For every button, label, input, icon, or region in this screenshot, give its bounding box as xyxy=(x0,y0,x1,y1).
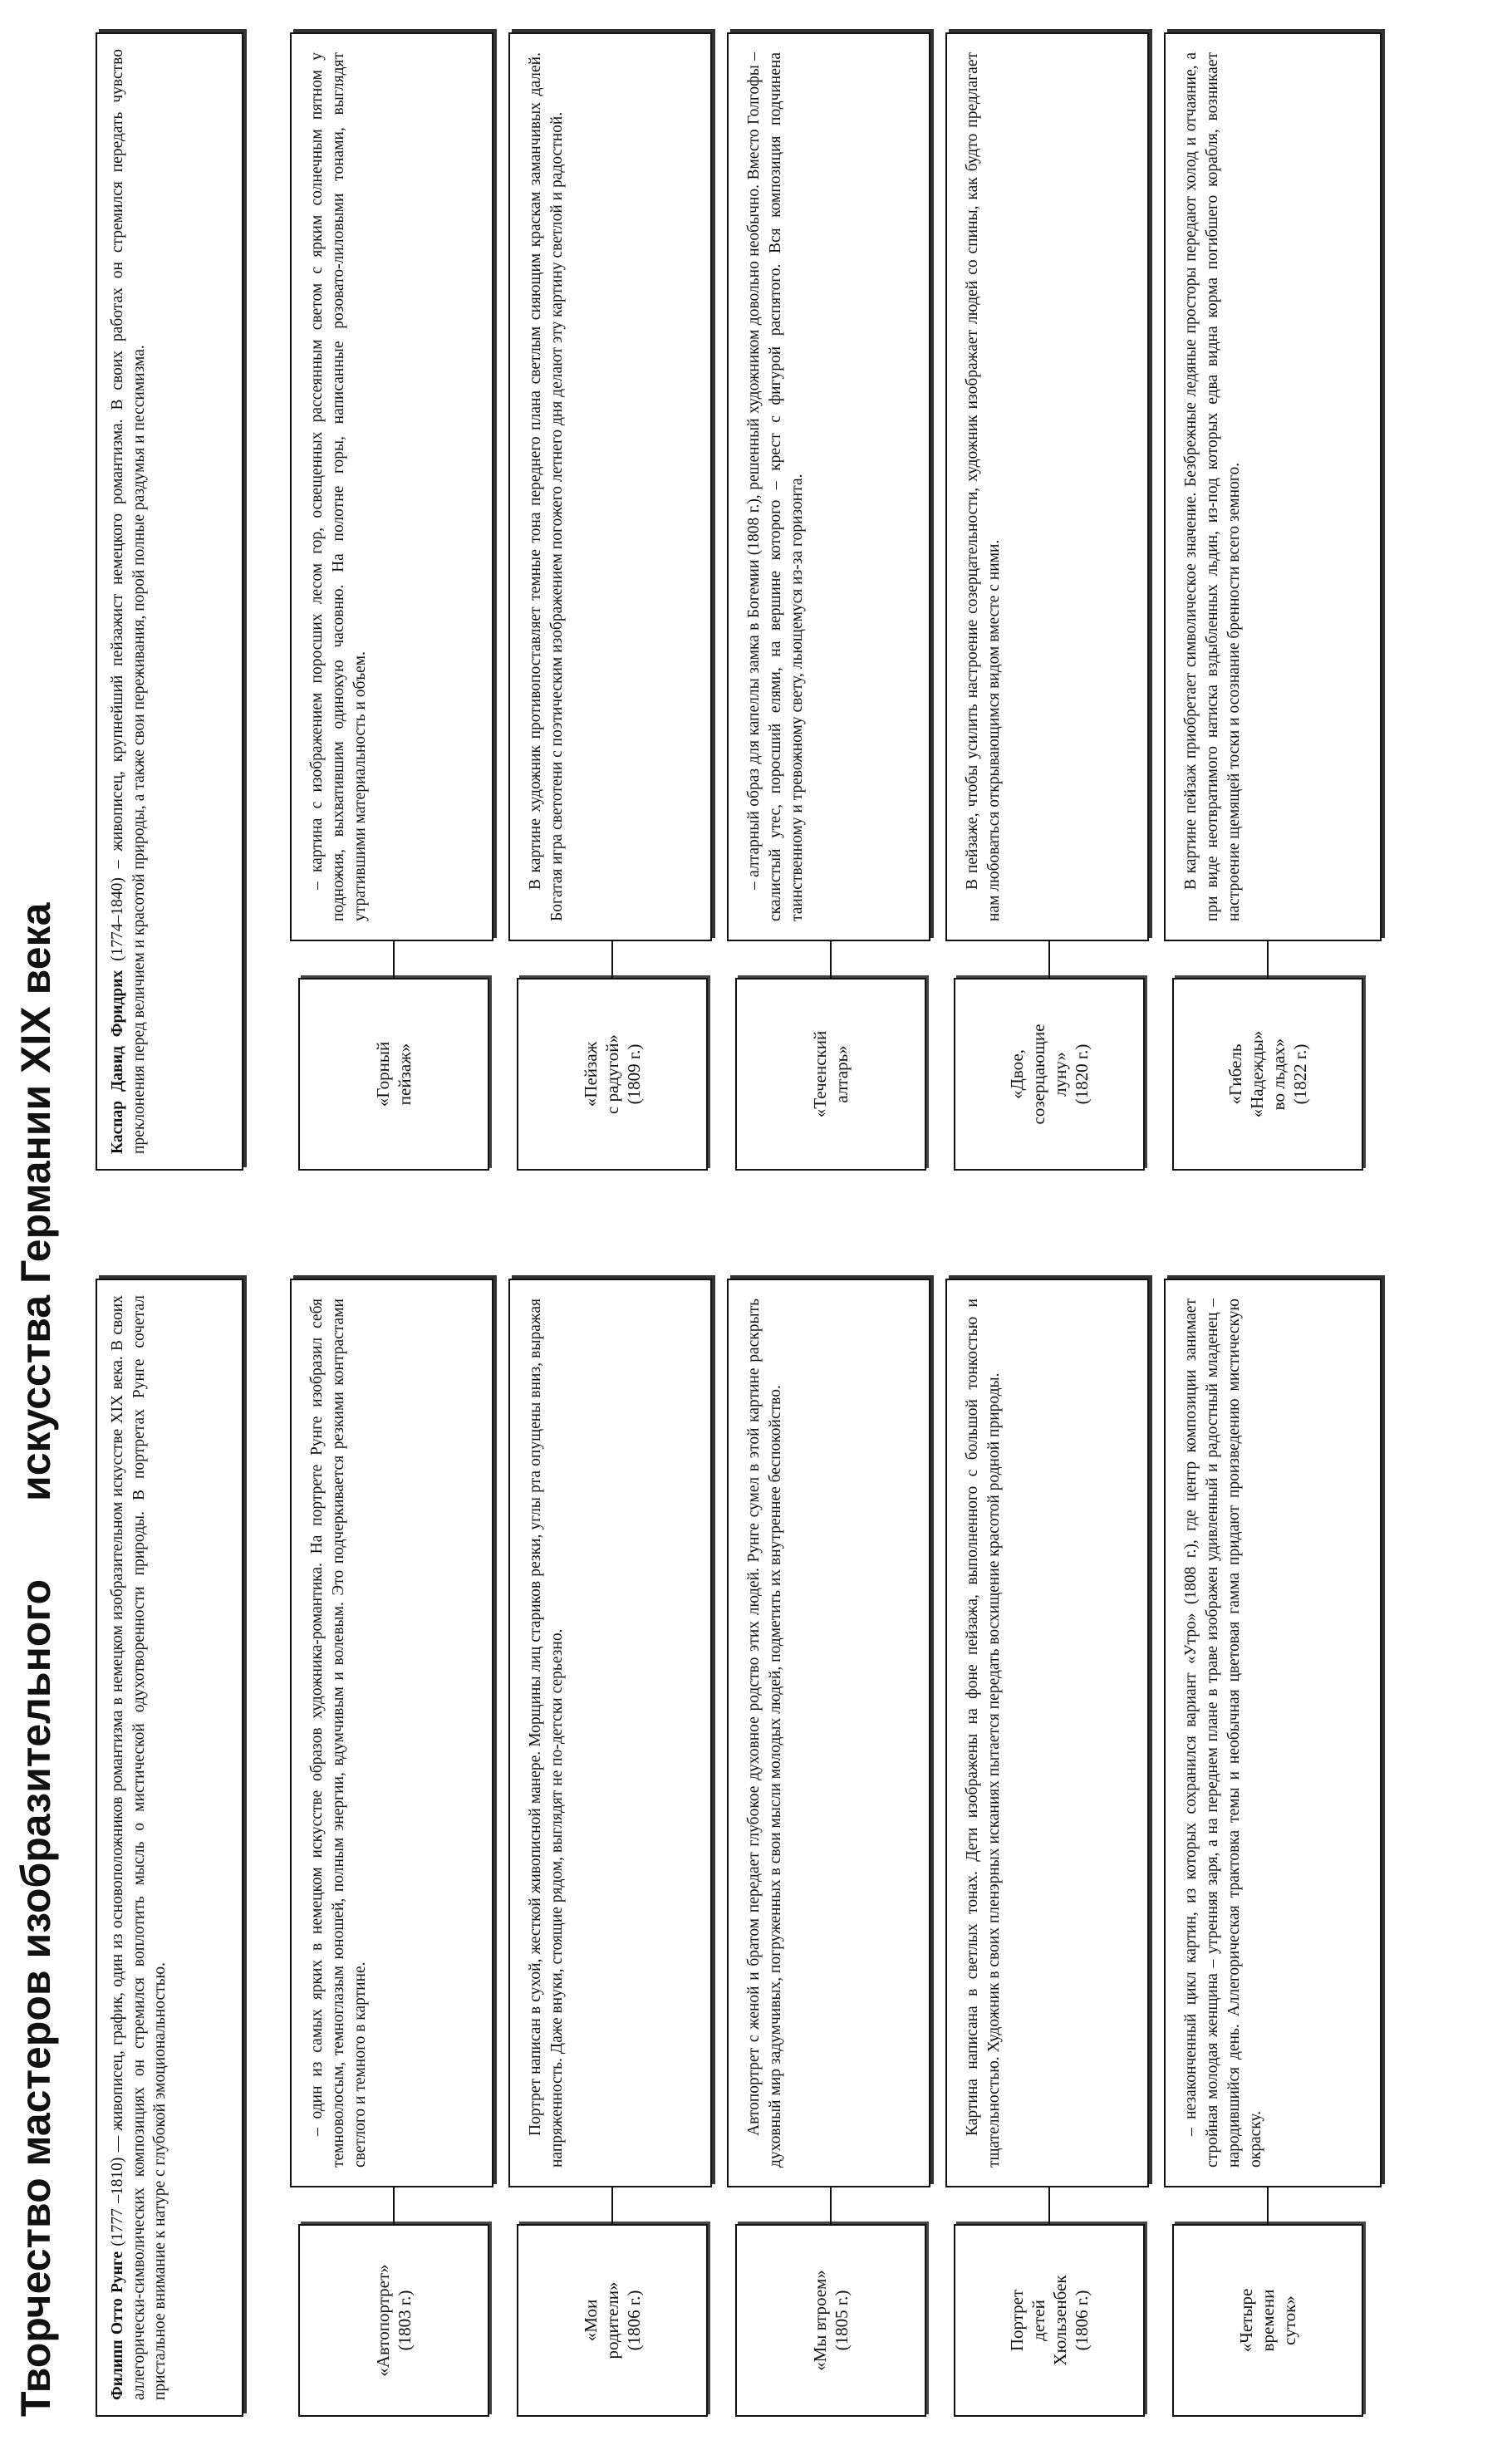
work-description: В пейзаже, чтобы усилить настроение созерцательности, художник изображает людей со спины, как будто предлагает нам любоваться открывающимся видом вместе с ними. xyxy=(945,32,1149,941)
work-title-box xyxy=(1172,978,1363,1171)
friedrich-work-row xyxy=(945,32,1149,1171)
connector-line xyxy=(1048,941,1050,978)
work-title-box xyxy=(954,2224,1145,2417)
work-title-box xyxy=(735,978,926,1171)
work-title-box xyxy=(735,2224,926,2417)
work-description: Автопортрет с женой и братом передает глубокое духовное родство этих людей. Рунге сумел в этой картине раскрыть духовный мир задумчивых, погруженных в свои мысли молодых людей, подметить их внутреннее беспокойство. xyxy=(727,1279,930,2187)
connector-line xyxy=(1267,941,1269,978)
friedrich-work-row xyxy=(508,32,712,1171)
work-title: «Пейзаж с радугой» (1809 г.) xyxy=(580,1034,645,1114)
connector-line xyxy=(611,2187,613,2224)
title-part-2: искусства Германии XIX века xyxy=(12,902,59,1502)
work-title-box xyxy=(517,978,708,1171)
work-title: «Автопортрет» (1803 г.) xyxy=(372,2264,415,2377)
work-description: Картина написана в светлых тонах. Дети изображены на фоне пейзажа, выполненного с большой тонкостью и тщательностью. Художник в своих пленэрных исканиях пытается передать восхищение красотой родной природы. xyxy=(945,1279,1149,2187)
connector-line xyxy=(611,941,613,978)
work-title-box xyxy=(298,2224,489,2417)
page-title xyxy=(12,33,70,2417)
friedrich-work-row xyxy=(290,32,493,1171)
friedrich-work-row xyxy=(727,32,930,1171)
work-description: – незаконченный цикл картин, из которых сохранился вариант «Утро» (1808 г.), где центр композиции занимает стройная молодая женщина – утренняя заря, а на переднем плане в траве изображен удивленный и радостный младенец – народившийся день. Аллегорическая трактовка темы и необычная цветовая гамма придают произведению мистическую окраску. xyxy=(1164,1279,1382,2187)
work-title: «Мы втроем» (1805 г.) xyxy=(809,2270,852,2371)
work-description: – один из самых ярких в немецком искусстве образов художника-романтика. На портрете Рунге изобразил себя темноволосым, темноглазым юношей, полным энергии, вдумчивым и волевым. Это подчеркивается резкими контрастами светлого и темного в картине. xyxy=(290,1279,493,2187)
work-description: Портрет написан в сухой, жесткой живописной манере. Морщины лиц стариков резки, углы рта опущены вниз, выражая напряженность. Даже внуки, стоящие рядом, выглядят не по-детски серьезно. xyxy=(508,1279,712,2187)
work-title-box xyxy=(517,2224,708,2417)
work-description: – алтарный образ для капеллы замка в Богемии (1808 г.), решенный художником довольно необычно. Вместо Голгофы – скалистый утес, поросший елями, на вершине которого – крест с фигурой распятого. Вся композиция подчинена таинственному и тревожному свету, льющемуся из-за горизонта. xyxy=(727,32,930,941)
work-title: «Двое, созерцающие луну» (1820 г.) xyxy=(1006,1024,1092,1125)
friedrich-name: Каспар Давид Фридрих xyxy=(109,970,126,1154)
friedrich-column xyxy=(96,32,1397,1171)
connector-line xyxy=(1048,2187,1050,2224)
runge-intro-box xyxy=(96,1279,243,2417)
work-title-box xyxy=(954,978,1145,1171)
work-title: «Гибель «Надежды» во льдах» (1822 г.) xyxy=(1225,1030,1311,1118)
runge-work-row xyxy=(945,1279,1149,2417)
friedrich-intro-text: (1774–1840) – живописец, крупнейший пейзажист немецкого романтизма. В своих работах он стремился передать чувство преклонения перед величием и красотой природы, а также свои переживания, порой полные раздумья и пессимизма. xyxy=(109,49,148,1154)
work-title: «Мои родители» (1806 г.) xyxy=(580,2281,645,2359)
connector-line xyxy=(393,2187,395,2224)
runge-name: Филипп Отто Рунге xyxy=(109,2251,126,2400)
work-title: «Теченский алтарь» xyxy=(809,1030,852,1118)
friedrich-intro-box xyxy=(96,32,243,1171)
connector-line xyxy=(830,2187,832,2224)
work-description: В картине художник противопоставляет темные тона переднего плана светлым сияющим краскам заманчивых далей. Богатая игра светотени с поэтическим изображением погожего летнего дня делают эту картину светлой и радостной. xyxy=(508,32,712,941)
runge-work-row xyxy=(727,1279,930,2417)
runge-work-row xyxy=(508,1279,712,2417)
runge-column xyxy=(96,1279,1397,2417)
connector-line xyxy=(393,941,395,978)
runge-work-row xyxy=(1164,1279,1382,2417)
work-description: В картине пейзаж приобретает символическое значение. Безбрежные ледяные просторы передают холод и отчаяние, а при виде неотвратимого натиска вздыбленных льдин, из-под которых едва видна корма погибшего корабля, возникает настроение щемящей тоски и осознание бренности всего земного. xyxy=(1164,32,1382,941)
connector-line xyxy=(1267,2187,1269,2224)
title-part-1: Творчество мастеров изобразительного xyxy=(12,1579,59,2417)
work-description: – картина с изображением поросших лесом гор, освещенных рассеянным светом с ярким солнечным пятном у подножия, выхватившим одинокую часовню. На полотне горы, написанные розовато-лиловыми тонами, выглядят утратившими материальность и объем. xyxy=(290,32,493,941)
work-title: «Горный пейзаж» xyxy=(372,1041,415,1107)
work-title: Портрет детей Хюльзенбек (1806 г.) xyxy=(1006,2275,1092,2366)
work-title-box xyxy=(298,978,489,1171)
connector-line xyxy=(830,941,832,978)
runge-work-row xyxy=(290,1279,493,2417)
work-title: «Четыре времени суток» xyxy=(1235,2288,1300,2353)
runge-intro-text: (1777 –1810) — живописец, график, один из основоположников романтизма в немецком изобразительном искусстве XIX века. В своих аллегорически-символических композициях он стремился воплотить мысль о мистической одухотворенности природы. В портретах Рунге сочетал пристальное внимание к натуре с глубокой эмоциональностью. xyxy=(109,1295,169,2400)
work-title-box xyxy=(1172,2224,1363,2417)
friedrich-work-row xyxy=(1164,32,1382,1171)
